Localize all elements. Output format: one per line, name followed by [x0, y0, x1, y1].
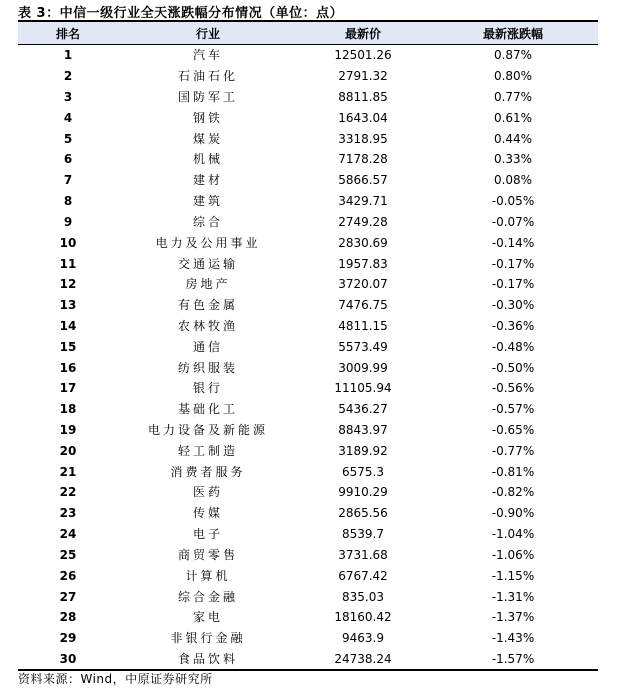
cell-rank: 20: [59, 443, 77, 458]
cell-rank: 25: [59, 547, 77, 562]
cell-change: -0.90%: [491, 506, 535, 521]
table-row: [18, 649, 598, 671]
cell-price: 2749.28: [338, 214, 388, 229]
cell-price: 3189.92: [338, 443, 388, 458]
cell-change: -1.43%: [491, 631, 535, 646]
cell-rank: 26: [59, 568, 77, 583]
cell-change: 0.61%: [493, 110, 533, 125]
table-row: [18, 336, 598, 357]
table-row: [18, 107, 598, 128]
cell-change: -0.50%: [491, 360, 535, 375]
cell-industry: 农林牧渔: [177, 318, 238, 333]
cell-industry: 纺织服装: [177, 360, 238, 375]
cell-rank: 16: [59, 360, 77, 375]
cell-industry: 房地产: [185, 277, 231, 292]
cell-price: 12501.26: [334, 48, 392, 63]
cell-rank: 28: [59, 610, 77, 625]
cell-industry: 钢铁: [192, 110, 223, 125]
cell-change: -0.65%: [491, 423, 535, 438]
cell-price: 3429.71: [338, 194, 388, 209]
cell-rank: 15: [59, 339, 77, 354]
cell-change: -1.37%: [491, 610, 535, 625]
table-row: [18, 357, 598, 378]
cell-price: 835.03: [342, 589, 384, 604]
cell-change: -1.31%: [491, 589, 535, 604]
cell-rank: 8: [63, 194, 73, 209]
cell-rank: 27: [59, 589, 77, 604]
cell-rank: 17: [59, 381, 77, 396]
table-row: [18, 128, 598, 149]
table-row: [18, 253, 598, 274]
cell-industry: 食品饮料: [118, 649, 298, 671]
cell-industry: 煤炭: [192, 131, 223, 146]
cell-rank: 14: [59, 318, 77, 333]
cell-price: 24738.24: [298, 649, 428, 671]
table-row: [18, 45, 598, 66]
cell-industry: 交通运输: [177, 256, 238, 271]
cell-industry: 综合金融: [177, 589, 238, 604]
cell-industry: 建材: [192, 173, 223, 188]
table-row: [18, 274, 598, 295]
cell-price: 6575.3: [342, 464, 384, 479]
cell-change: -0.05%: [491, 194, 535, 209]
industry-ranking-table: [18, 20, 598, 671]
cell-price: 8843.97: [338, 423, 388, 438]
cell-price: 18160.42: [334, 610, 392, 625]
cell-industry: 传媒: [192, 506, 223, 521]
cell-change: -0.48%: [491, 339, 535, 354]
cell-rank: 4: [63, 110, 73, 125]
cell-price: 11105.94: [334, 381, 392, 396]
cell-price: 9910.29: [338, 485, 388, 500]
table-row: [18, 503, 598, 524]
table-body: [18, 45, 598, 671]
cell-change: -1.04%: [491, 527, 535, 542]
cell-industry: 电子: [192, 527, 223, 542]
cell-price: 8539.7: [342, 527, 384, 542]
cell-change: -0.17%: [491, 256, 535, 271]
cell-price: 3318.95: [338, 131, 388, 146]
cell-industry: 商贸零售: [177, 547, 238, 562]
cell-industry: 有色金属: [177, 298, 238, 313]
cell-rank: 3: [63, 90, 73, 105]
cell-change: -0.14%: [491, 235, 535, 250]
header-rank: 排名: [18, 21, 118, 45]
cell-rank: 10: [59, 235, 77, 250]
table-row: [18, 316, 598, 337]
cell-price: 2865.56: [338, 506, 388, 521]
cell-price: 3731.68: [338, 547, 388, 562]
cell-rank: 7: [63, 173, 73, 188]
header-industry: 行业: [118, 21, 298, 45]
table-row: [18, 149, 598, 170]
cell-industry: 非银行金融: [170, 631, 246, 646]
table-row: [18, 232, 598, 253]
cell-industry: 通信: [192, 339, 223, 354]
source-note: 资料来源：Wind，中原证券研究所: [18, 672, 213, 686]
table-row: [18, 378, 598, 399]
cell-price: 4811.15: [338, 318, 388, 333]
cell-price: 9463.9: [342, 631, 384, 646]
cell-change: -0.56%: [491, 381, 535, 396]
cell-rank: 9: [63, 214, 73, 229]
table-row: [18, 565, 598, 586]
cell-price: 7476.75: [338, 298, 388, 313]
cell-change: -0.17%: [491, 277, 535, 292]
cell-industry: 综合: [192, 214, 223, 229]
table-row: [18, 607, 598, 628]
cell-rank: 2: [63, 69, 73, 84]
cell-rank: 12: [59, 277, 77, 292]
cell-change: -1.15%: [491, 568, 535, 583]
table-row: [18, 87, 598, 108]
table-row: [18, 295, 598, 316]
cell-industry: 轻工制造: [177, 443, 238, 458]
cell-price: 1643.04: [338, 110, 388, 125]
cell-change: -0.57%: [491, 402, 535, 417]
cell-rank: 19: [59, 423, 77, 438]
cell-price: 6767.42: [338, 568, 388, 583]
cell-industry: 家电: [192, 610, 223, 625]
table-row: [18, 66, 598, 87]
cell-industry: 建筑: [192, 194, 223, 209]
cell-industry: 机械: [192, 152, 223, 167]
cell-change: 0.80%: [493, 69, 533, 84]
cell-industry: 银行: [192, 381, 223, 396]
cell-price: 2791.32: [338, 69, 388, 84]
cell-change: -0.36%: [491, 318, 535, 333]
cell-change: -0.07%: [491, 214, 535, 229]
cell-rank: 5: [63, 131, 73, 146]
cell-change: -0.81%: [491, 464, 535, 479]
cell-price: 2830.69: [338, 235, 388, 250]
cell-change: 0.44%: [493, 131, 533, 146]
cell-price: 3009.99: [338, 360, 388, 375]
table-row: [18, 212, 598, 233]
cell-industry: 电力及公用事业: [155, 235, 261, 250]
cell-price: 1957.83: [338, 256, 388, 271]
table-row: [18, 399, 598, 420]
cell-price: 7178.28: [338, 152, 388, 167]
cell-rank: 18: [59, 402, 77, 417]
cell-industry: 石油石化: [177, 69, 238, 84]
cell-rank: 6: [63, 152, 73, 167]
header-price: 最新价: [298, 21, 428, 45]
cell-rank: 24: [59, 527, 77, 542]
table-row: [18, 524, 598, 545]
table-row: [18, 191, 598, 212]
cell-change: 0.87%: [493, 48, 533, 63]
cell-change: 0.33%: [493, 152, 533, 167]
cell-industry: 基础化工: [177, 402, 238, 417]
table-row: [18, 461, 598, 482]
cell-price: 5573.49: [338, 339, 388, 354]
cell-price: 8811.85: [338, 90, 388, 105]
cell-change: -1.06%: [491, 547, 535, 562]
table-row: [18, 545, 598, 566]
cell-change: 0.08%: [493, 173, 533, 188]
cell-rank: 23: [59, 506, 77, 521]
table-row: [18, 420, 598, 441]
cell-change: -0.30%: [491, 298, 535, 313]
cell-price: 5866.57: [338, 173, 388, 188]
cell-rank: 30: [18, 649, 118, 671]
cell-industry: 医药: [192, 485, 223, 500]
cell-industry: 计算机: [185, 568, 231, 583]
cell-rank: 1: [63, 48, 73, 63]
cell-rank: 29: [59, 631, 77, 646]
cell-industry: 消费者服务: [170, 464, 246, 479]
table-row: [18, 440, 598, 461]
table-title: 表 3：中信一级行业全天涨跌幅分布情况（单位：点）: [18, 6, 344, 21]
cell-change: -1.57%: [428, 649, 598, 671]
cell-rank: 13: [59, 298, 77, 313]
cell-rank: 11: [59, 256, 77, 271]
cell-change: -0.82%: [491, 485, 535, 500]
table-row: [18, 170, 598, 191]
table-row: [18, 628, 598, 649]
table-header-row: [18, 21, 598, 45]
cell-industry: 电力设备及新能源: [147, 423, 268, 438]
cell-rank: 21: [59, 464, 77, 479]
cell-change: 0.77%: [493, 90, 533, 105]
cell-price: 5436.27: [338, 402, 388, 417]
header-change: 最新涨跌幅: [428, 21, 598, 45]
cell-industry: 汽车: [192, 48, 223, 63]
table-row: [18, 482, 598, 503]
cell-change: -0.77%: [491, 443, 535, 458]
cell-industry: 国防军工: [177, 90, 238, 105]
cell-price: 3720.07: [338, 277, 388, 292]
table-row: [18, 586, 598, 607]
cell-rank: 22: [59, 485, 77, 500]
